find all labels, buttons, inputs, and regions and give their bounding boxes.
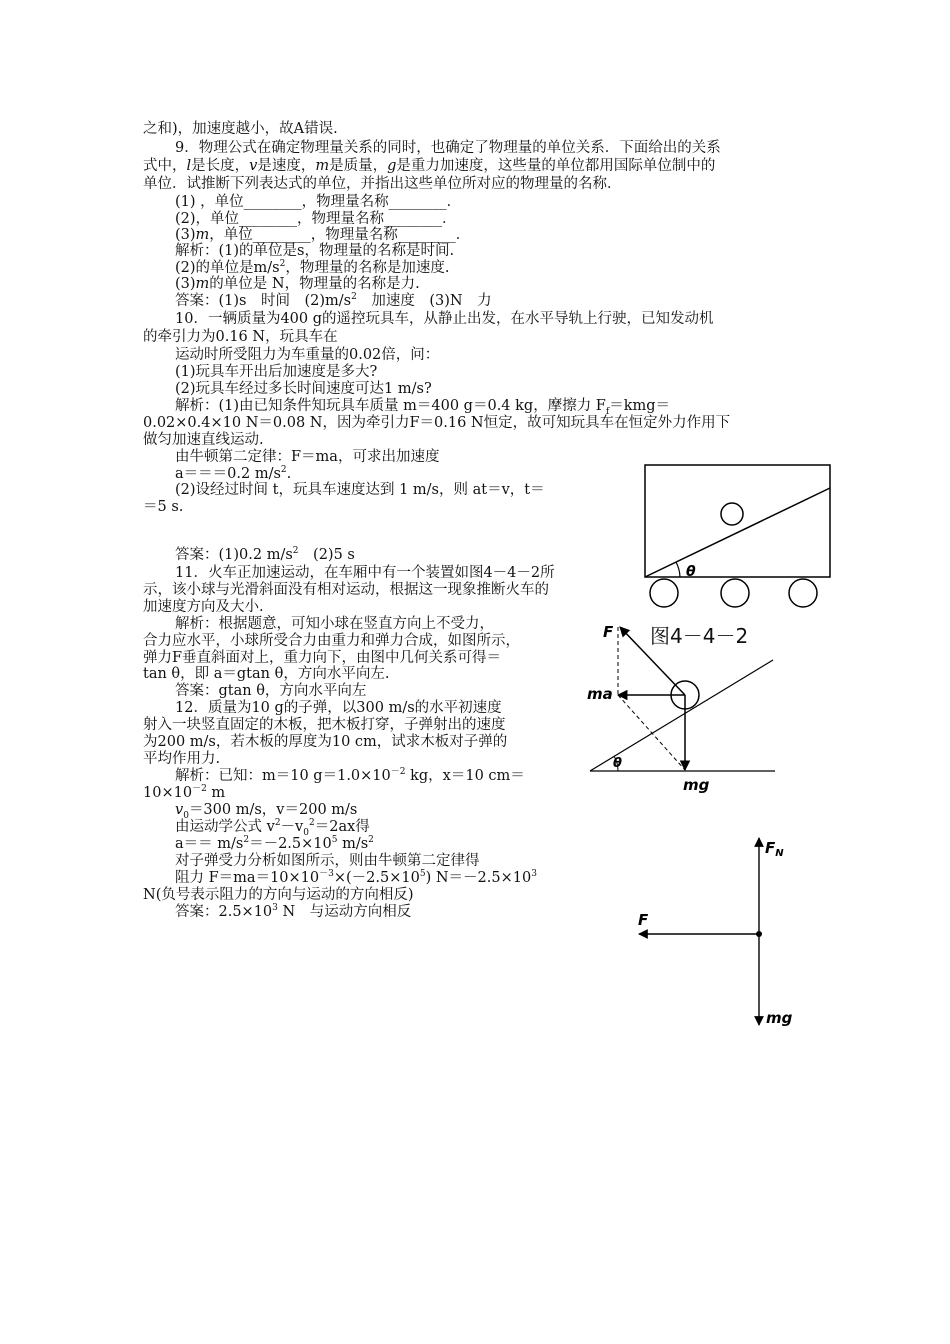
text-line: ＝5 s.: [143, 499, 184, 515]
text-line: 由牛顿第二定律：F＝ma，可求出加速度: [175, 449, 440, 465]
text-line: 答案：(1)0.2 $m/s^2$ (2)5 s: [175, 546, 355, 563]
text-line: (2)设经过时间 t，玩具车速度达到 1 m/s，则 at＝v，t＝: [175, 482, 545, 498]
text-line: (1) ，单位________，物理量名称________．: [175, 194, 462, 210]
label-FN: $F_N$: [765, 839, 784, 859]
text-line: N(负号表示阻力的方向与运动的方向相反): [143, 887, 414, 903]
text-line: 加速度方向及大小.: [143, 599, 264, 615]
text-line: 解析：(1)的单位是s，物理量的名称是时间.: [175, 243, 455, 259]
force-F-arrow: [620, 627, 685, 695]
text-line: 做匀加速直线运动.: [143, 432, 264, 448]
incline-force-figure: [585, 615, 785, 795]
text-line: 弹力F垂直斜面对上，重力向下，由图中几何关系可得＝: [143, 650, 502, 666]
text-line: 0.02×0.4×10 N＝0.08 N，因为牵引力F＝0.16 N恒定，故可知玩具车在恒定外力作用下: [143, 415, 731, 431]
text-line: 式中，l是长度，v是速度，m是质量，g是重力加速度，这些量的单位都用国际单位制中的: [143, 158, 716, 174]
ball: [721, 503, 743, 525]
incline-theta-label: θ: [613, 756, 622, 771]
text-line: a＝＝＝0.2 $m/s^2$.: [175, 465, 292, 482]
text-line: 单位．试推断下列表达式的单位，并指出这些单位所对应的物理量的名称．: [143, 176, 622, 192]
cart-theta-label: θ: [686, 564, 696, 580]
cart-figure: [640, 460, 840, 610]
q12-title: 12．质量为10 g的子弹，以300 m/s的水平初速度: [175, 700, 502, 716]
angle-arc: [676, 562, 680, 577]
figure-caption: 图4－4－2: [650, 624, 749, 648]
text-line: 解析：(1)由已知条件知玩具车质量 m＝400 g＝0.4 kg，摩擦力 $F_f=kmg=$: [175, 398, 671, 417]
bullet-force-figure: [630, 835, 800, 1030]
text-line: (2)，单位________，物理量名称________．: [175, 211, 457, 227]
q9-title: 9．物理公式在确定物理量关系的同时，也确定了物理量的单位关系．下面给出的关系: [175, 140, 721, 156]
bullet-point: [756, 931, 762, 937]
text-line: 示，该小球与光滑斜面没有相对运动，根据这一现象推断火车的: [143, 582, 549, 598]
text-line: 对子弹受力分析如图所示，则由牛顿第二定律得: [175, 853, 480, 869]
q10-title: 10．一辆质量为400 g的遥控玩具车，从静止出发，在水平导轨上行驶，已知发动机: [175, 311, 714, 327]
text-line: 的牵引力为0.16 N，玩具车在: [143, 329, 338, 345]
text-line: (3)m的单位是 N，物理量的名称是力.: [175, 276, 420, 292]
text-line: 平均作用力.: [143, 751, 221, 767]
text-line: (3)m，单位________，物理量名称________．: [175, 227, 471, 243]
text-line: 由运动学公式 $v^2-v_0^2=2ax$得: [175, 818, 370, 838]
incline-line: [590, 660, 773, 771]
wheel-middle: [721, 579, 749, 607]
text-line: (1)玩具车开出后加速度是多大?: [175, 364, 378, 380]
text-line: 答案：$2.5\times 10^3$ N 与运动方向相反: [175, 903, 412, 920]
label-mg: mg: [683, 776, 710, 794]
text-line: tan θ，即 a＝gtan θ，方向水平向左.: [143, 666, 390, 682]
text-line: (2)玩具车经过多长时间速度可达1 m/s?: [175, 381, 432, 397]
q11-title: 11．火车正加速运动，在车厢中有一个装置如图4－4－2所: [175, 565, 555, 581]
text-line: 为200 m/s，若木板的厚度为10 cm，试求木板对子弹的: [143, 734, 508, 750]
text-line: $v_0=300$ m/s，v＝200 m/s: [175, 802, 358, 821]
label-mg: mg: [766, 1009, 793, 1027]
label-F: F: [638, 911, 649, 929]
text-line: 答案：(1)s 时间 $(2)m/s^2$ 加速度 (3)N 力: [175, 292, 492, 309]
text-line: 合力应水平，小球所受合力由重力和弹力合成，如图所示，: [143, 633, 520, 649]
text-line: 解析：根据题意，可知小球在竖直方向上不受力，: [175, 616, 494, 632]
text-line: 之和)，加速度越小，故A错误.: [143, 121, 338, 137]
label-F: F: [603, 623, 614, 641]
text-line: 答案：gtan θ，方向水平向左: [175, 683, 367, 699]
text-line: $a== m/s^2=-2.5\times 10^5$ $m/s^2$: [175, 835, 374, 852]
label-ma: ma: [587, 685, 613, 703]
text-line: 阻力 $F=ma=10\times 10^{-3}\times(-2.5\times 10^5)$ $N=-2.5\times 10^3$: [175, 869, 537, 886]
text-line: 解析：已知：m＝10 $g=1.0\times 10^{-2}$ kg，x＝10 cm＝: [175, 767, 525, 784]
wheel-right: [789, 579, 817, 607]
text-line: 运动时所受阻力为车重量的0.02倍，问：: [175, 347, 440, 363]
wheel-left: [650, 579, 678, 607]
incline-surface: [645, 488, 830, 577]
dashed-parallel: [618, 695, 685, 770]
text-line: (2)的单位是$m/s^2$，物理量的名称是加速度.: [175, 259, 450, 276]
text-line: 射入一块竖直固定的木板，把木板打穿，子弹射出的速度: [143, 717, 506, 733]
text-line: $10\times 10^{-2}$ m: [143, 784, 226, 801]
